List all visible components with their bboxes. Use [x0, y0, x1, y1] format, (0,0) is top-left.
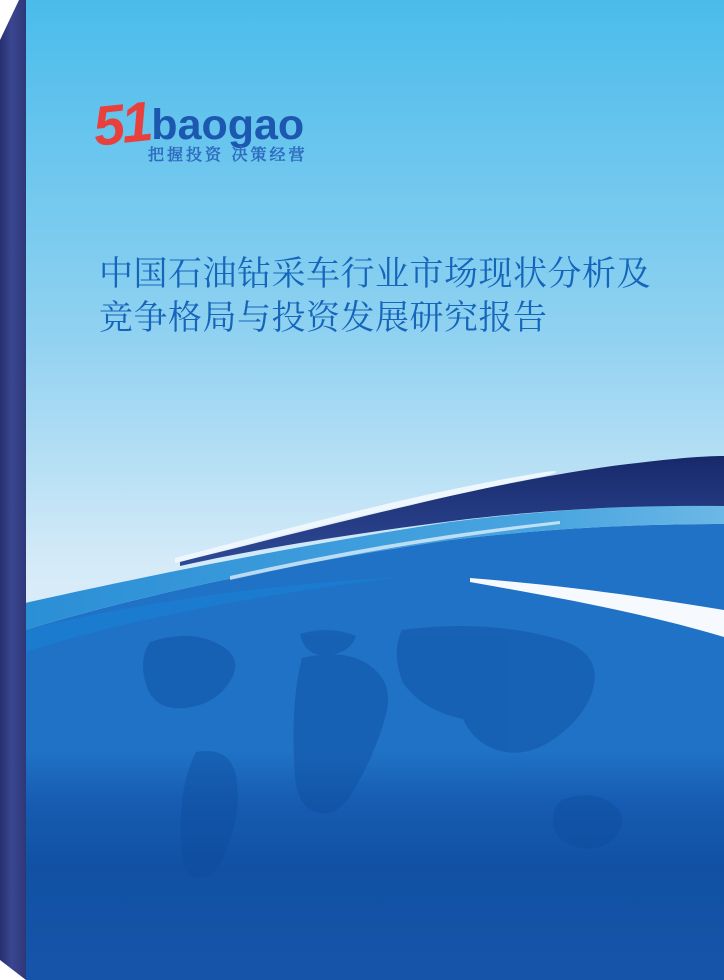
report-title-line1: 中国石油钻采车行业市场现状分析及 [99, 255, 651, 293]
brand-tagline: 把握投资 决策经营 [148, 147, 308, 164]
report-title [99, 252, 679, 340]
book-spine [0, 0, 26, 980]
brand-logo-prefix: 51 [90, 89, 153, 158]
report-title-line2: 竞争格局与投资发展研究报告 [99, 299, 548, 337]
brand-logo-name: baogao [151, 101, 305, 149]
